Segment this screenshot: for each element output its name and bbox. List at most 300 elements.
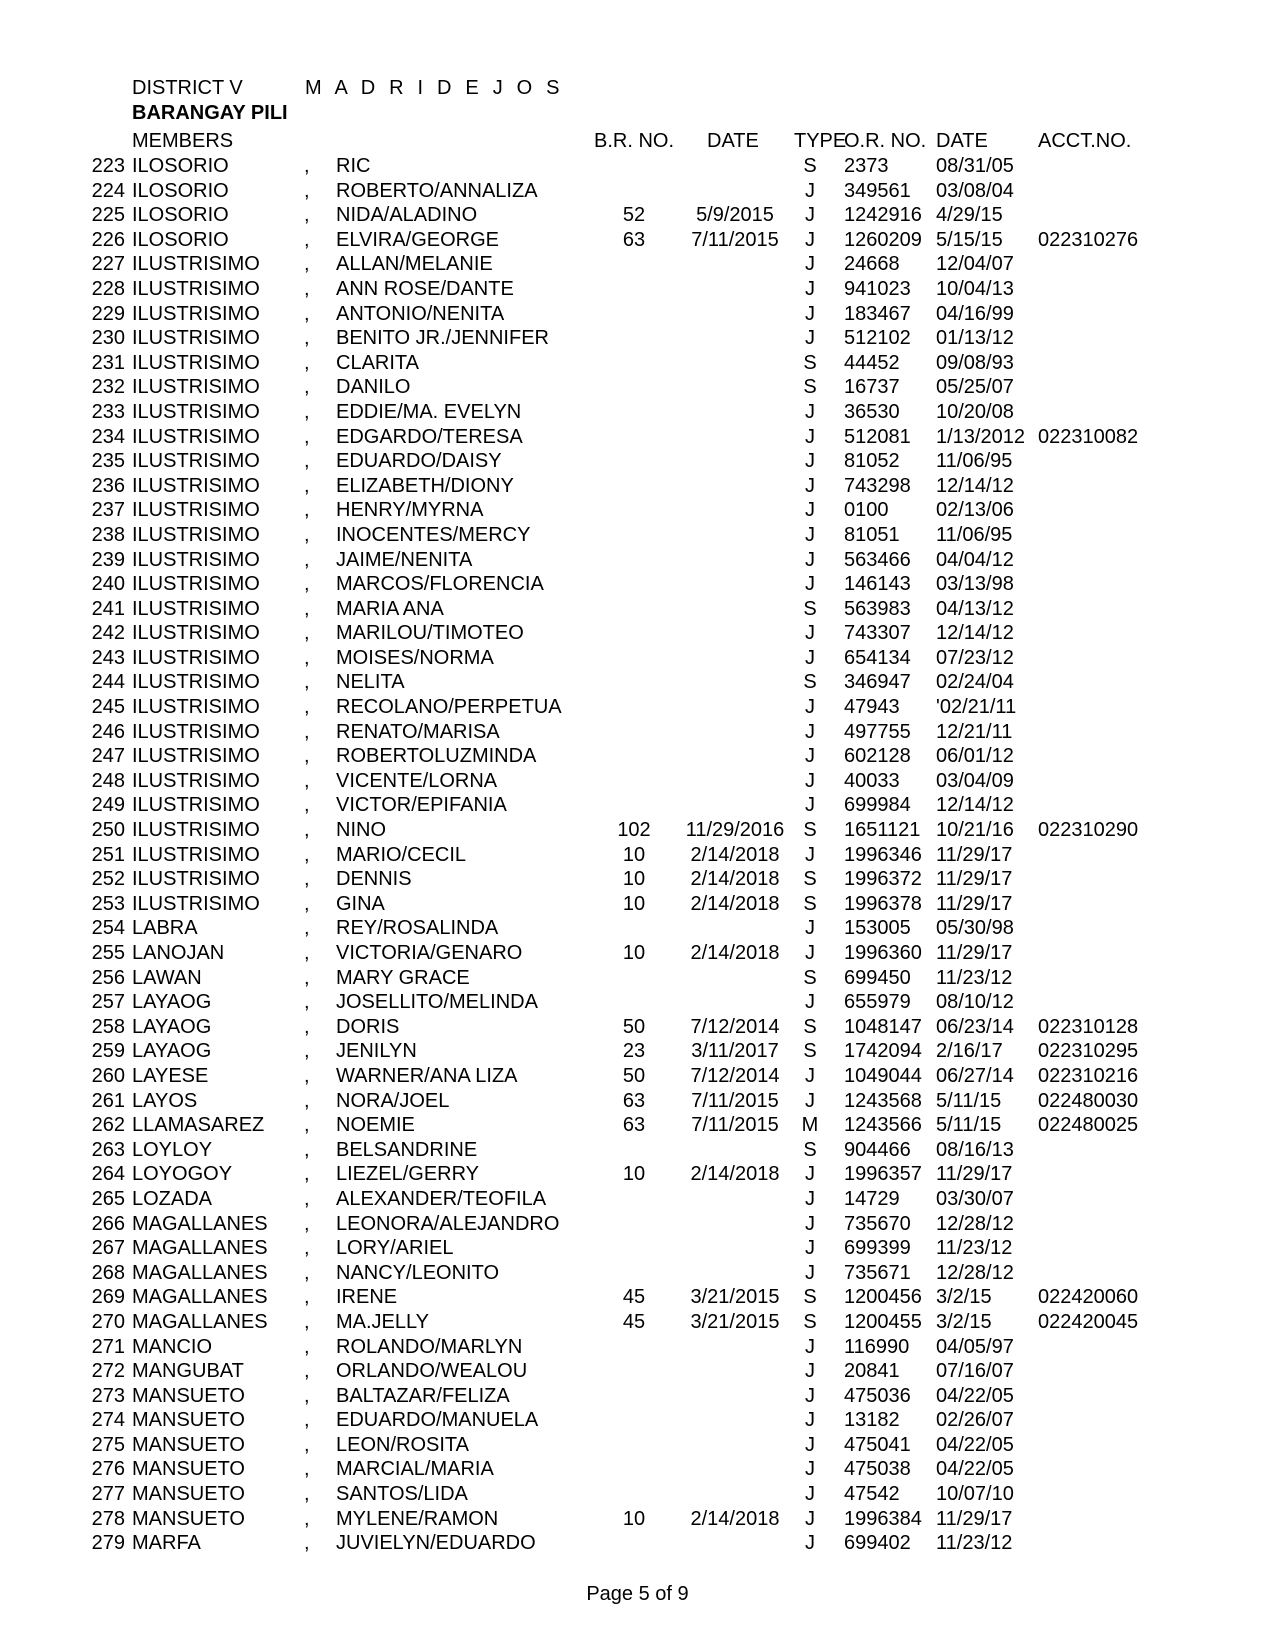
separator: , (304, 1360, 310, 1383)
given-names: NOEMIE (336, 1114, 415, 1137)
br-number: 10 (622, 892, 646, 915)
given-names: DANILO (336, 376, 411, 399)
membership-type: J (805, 991, 815, 1014)
surname: ILUSTRISIMO (132, 720, 260, 743)
br-date: 2/14/2018 (690, 1163, 780, 1186)
given-names: ANTONIO/NENITA (336, 302, 505, 325)
br-number: 52 (622, 204, 646, 227)
surname: MAGALLANES (132, 1237, 268, 1260)
surname: MANCIO (132, 1335, 212, 1358)
membership-type: J (805, 548, 815, 571)
separator: , (304, 646, 310, 669)
surname: MANSUETO (132, 1483, 245, 1506)
given-names: JAIME/NENITA (336, 548, 473, 571)
or-number: 1996384 (844, 1507, 922, 1530)
given-names: CLARITA (336, 351, 419, 374)
or-number: 654134 (844, 646, 911, 669)
separator: , (304, 351, 310, 374)
row-number: 272 (91, 1360, 125, 1383)
br-number: 50 (622, 1064, 646, 1087)
separator: , (304, 499, 310, 522)
table-row (0, 277, 1275, 302)
table-row (0, 1457, 1275, 1482)
account-number: 022480025 (1038, 1114, 1139, 1137)
or-number: 1048147 (844, 1015, 922, 1038)
or-number: 699450 (844, 966, 911, 989)
or-number: 1996372 (844, 868, 922, 891)
given-names: ROLANDO/MARLYN (336, 1335, 523, 1358)
or-date: 12/14/12 (936, 474, 1014, 497)
membership-type: J (805, 1507, 815, 1530)
membership-type: S (803, 1286, 817, 1309)
row-number: 253 (91, 892, 125, 915)
surname: LAWAN (132, 966, 202, 989)
or-date: 11/23/12 (936, 966, 1013, 989)
separator: , (304, 942, 310, 964)
or-number: 36530 (844, 400, 900, 423)
table-row (0, 720, 1275, 745)
surname: LAYAOG (132, 1015, 212, 1038)
given-names: ALLAN/MELANIE (336, 253, 493, 276)
or-date: 06/27/14 (936, 1064, 1014, 1087)
surname: ILOSORIO (132, 204, 229, 227)
separator: , (304, 966, 310, 989)
col-br-no: B.R. NO. (594, 130, 675, 152)
table-row (0, 1408, 1275, 1433)
given-names: ELIZABETH/DIONY (336, 474, 514, 497)
surname: MANSUETO (132, 1458, 245, 1481)
or-number: 47542 (844, 1483, 900, 1506)
or-number: 655979 (844, 991, 911, 1014)
separator: , (304, 1507, 310, 1530)
or-date: 11/29/17 (936, 1507, 1013, 1530)
surname: ILUSTRISIMO (132, 819, 260, 842)
separator: , (304, 450, 310, 473)
or-date: 11/06/95 (936, 523, 1013, 546)
membership-type: S (803, 892, 817, 915)
row-number: 249 (91, 794, 125, 817)
separator: , (304, 1089, 310, 1112)
given-names: EDUARDO/DAISY (336, 450, 502, 473)
account-number: 022310295 (1038, 1040, 1139, 1063)
or-date: 5/15/15 (936, 228, 1003, 251)
given-names: JENILYN (336, 1040, 417, 1063)
separator: , (304, 548, 310, 571)
table-row (0, 646, 1275, 671)
or-date: 04/04/12 (936, 548, 1014, 571)
surname: ILUSTRISIMO (132, 425, 260, 448)
table-row (0, 375, 1275, 400)
or-date: 12/28/12 (936, 1261, 1014, 1284)
or-number: 563466 (844, 548, 911, 571)
row-number: 248 (91, 769, 125, 792)
row-number: 265 (91, 1187, 125, 1210)
separator: , (304, 1261, 310, 1284)
membership-type: J (805, 696, 815, 719)
table-row (0, 425, 1275, 450)
row-number: 225 (91, 204, 125, 227)
given-names: REY/ROSALINDA (336, 917, 499, 940)
or-date: 10/07/10 (936, 1483, 1014, 1506)
surname: ILUSTRISIMO (132, 868, 260, 891)
or-date: 04/22/05 (936, 1384, 1014, 1407)
or-date: 4/29/15 (936, 204, 1003, 227)
row-number: 261 (91, 1089, 125, 1112)
membership-type: S (803, 1040, 817, 1063)
separator: , (304, 1310, 310, 1333)
or-date: 12/14/12 (936, 794, 1014, 817)
br-number: 102 (617, 819, 651, 842)
membership-type: J (805, 277, 815, 300)
surname: ILUSTRISIMO (132, 671, 260, 694)
row-number: 255 (91, 942, 125, 964)
or-number: 735670 (844, 1212, 911, 1235)
given-names: NINO (336, 819, 386, 842)
membership-type: J (805, 843, 815, 866)
membership-type: J (805, 720, 815, 743)
br-number: 63 (622, 1089, 646, 1112)
or-date: 11/06/95 (936, 450, 1013, 473)
or-date: 02/26/07 (936, 1409, 1014, 1432)
given-names: MARCOS/FLORENCIA (336, 573, 544, 596)
or-number: 81052 (844, 450, 900, 473)
surname: ILOSORIO (132, 155, 229, 177)
table-row (0, 990, 1275, 1015)
account-number: 022420045 (1038, 1310, 1139, 1333)
table-row (0, 548, 1275, 573)
given-names: ANN ROSE/DANTE (336, 277, 514, 300)
row-number: 268 (91, 1261, 125, 1284)
membership-type: S (803, 966, 817, 989)
separator: , (304, 745, 310, 768)
membership-type: J (805, 622, 815, 645)
membership-type: J (805, 1433, 815, 1456)
or-number: 346947 (844, 671, 911, 694)
row-number: 269 (91, 1286, 125, 1309)
membership-type: J (805, 1335, 815, 1358)
membership-type: J (805, 228, 815, 251)
or-date: 08/16/13 (936, 1138, 1014, 1161)
separator: , (304, 1483, 310, 1506)
or-number: 0100 (844, 499, 889, 522)
given-names: NELITA (336, 671, 405, 694)
membership-type: J (805, 646, 815, 669)
table-row (0, 1113, 1275, 1138)
or-date: 11/23/12 (936, 1237, 1013, 1260)
or-number: 743298 (844, 474, 911, 497)
or-date: 3/2/15 (936, 1286, 992, 1309)
row-number: 259 (91, 1040, 125, 1063)
table-row (0, 670, 1275, 695)
br-number: 45 (622, 1286, 646, 1309)
surname: LAYESE (132, 1064, 209, 1087)
separator: , (304, 425, 310, 448)
table-row (0, 400, 1275, 425)
br-number: 45 (622, 1310, 646, 1333)
or-date: 05/30/98 (936, 917, 1014, 940)
row-number: 223 (91, 155, 125, 177)
membership-type: J (805, 1360, 815, 1383)
surname: LOYOGOY (132, 1163, 233, 1186)
membership-type: J (805, 204, 815, 227)
separator: , (304, 228, 310, 251)
separator: , (304, 179, 310, 202)
br-date: 2/14/2018 (690, 892, 780, 915)
surname: ILOSORIO (132, 179, 229, 202)
district-label: DISTRICT V (132, 77, 243, 99)
table-row (0, 1187, 1275, 1212)
or-date: 3/2/15 (936, 1310, 992, 1333)
br-number: 10 (622, 868, 646, 891)
or-date: 07/23/12 (936, 646, 1014, 669)
table-row (0, 744, 1275, 769)
surname: LOZADA (132, 1187, 213, 1210)
br-date: 7/12/2014 (690, 1015, 780, 1038)
or-date: 12/04/07 (936, 253, 1014, 276)
membership-type: S (803, 1310, 817, 1333)
given-names: MARIO/CECIL (336, 843, 467, 866)
membership-type: J (805, 745, 815, 768)
or-number: 24668 (844, 253, 900, 276)
or-date: 04/22/05 (936, 1458, 1014, 1481)
separator: , (304, 622, 310, 645)
given-names: MA.JELLY (336, 1310, 429, 1333)
separator: , (304, 523, 310, 546)
or-date: 11/29/17 (936, 868, 1013, 891)
row-number: 271 (91, 1335, 125, 1358)
or-date: 11/29/17 (936, 1163, 1013, 1186)
given-names: DENNIS (336, 868, 412, 891)
members-table (0, 154, 1275, 1556)
or-date: 06/01/12 (936, 745, 1014, 768)
surname: ILUSTRISIMO (132, 499, 260, 522)
separator: , (304, 155, 310, 177)
br-date: 3/21/2015 (690, 1286, 780, 1309)
row-number: 264 (91, 1163, 125, 1186)
row-number: 234 (91, 425, 125, 448)
or-number: 1996346 (844, 843, 922, 866)
separator: , (304, 794, 310, 817)
surname: MAGALLANES (132, 1212, 268, 1235)
table-row (0, 1384, 1275, 1409)
row-number: 258 (91, 1015, 125, 1038)
row-number: 242 (91, 622, 125, 645)
surname: MAGALLANES (132, 1286, 268, 1309)
table-row (0, 1162, 1275, 1187)
table-row (0, 1236, 1275, 1261)
or-date: '02/21/11 (936, 696, 1017, 719)
or-date: 05/25/07 (936, 376, 1014, 399)
or-number: 153005 (844, 917, 911, 940)
given-names: ELVIRA/GEORGE (336, 228, 500, 251)
given-names: NIDA/ALADINO (336, 204, 478, 227)
membership-type: J (805, 1163, 815, 1186)
or-date: 12/28/12 (936, 1212, 1014, 1235)
or-number: 699984 (844, 794, 911, 817)
row-number: 237 (91, 499, 125, 522)
or-number: 1200456 (844, 1286, 922, 1309)
row-number: 278 (91, 1507, 125, 1530)
or-date: 04/16/99 (936, 302, 1014, 325)
br-date: 3/21/2015 (690, 1310, 780, 1333)
separator: , (304, 204, 310, 227)
separator: , (304, 1335, 310, 1358)
separator: , (304, 720, 310, 743)
br-date: 7/11/2015 (691, 1089, 779, 1112)
or-number: 735671 (844, 1261, 911, 1284)
membership-type: J (805, 499, 815, 522)
or-date: 09/08/93 (936, 351, 1014, 374)
given-names: IRENE (336, 1286, 398, 1309)
membership-type: J (805, 523, 815, 546)
separator: , (304, 474, 310, 497)
account-number: 022310216 (1038, 1064, 1139, 1087)
row-number: 263 (91, 1138, 125, 1161)
surname: LAYAOG (132, 1040, 212, 1063)
br-number: 63 (622, 228, 646, 251)
surname: ILUSTRISIMO (132, 794, 260, 817)
given-names: BENITO JR./JENNIFER (336, 327, 549, 350)
separator: , (304, 1187, 310, 1210)
table-row (0, 1138, 1275, 1163)
given-names: ALEXANDER/TEOFILA (336, 1187, 547, 1210)
or-date: 07/16/07 (936, 1360, 1014, 1383)
separator: , (304, 868, 310, 891)
surname: LAYAOG (132, 991, 212, 1014)
given-names: MARILOU/TIMOTEO (336, 622, 524, 645)
col-or-date: DATE (936, 130, 988, 152)
table-row (0, 1015, 1275, 1040)
separator: , (304, 327, 310, 350)
br-number: 10 (622, 1163, 646, 1186)
br-date: 2/14/2018 (690, 942, 780, 964)
surname: ILUSTRISIMO (132, 597, 260, 620)
row-number: 260 (91, 1064, 125, 1087)
br-date: 7/12/2014 (690, 1064, 780, 1087)
given-names: GINA (336, 892, 385, 915)
surname: ILUSTRISIMO (132, 253, 260, 276)
br-date: 3/11/2017 (691, 1040, 779, 1063)
br-number: 50 (622, 1015, 646, 1038)
row-number: 239 (91, 548, 125, 571)
membership-type: S (803, 155, 817, 177)
or-date: 03/13/98 (936, 573, 1014, 596)
membership-type: J (805, 1212, 815, 1235)
or-number: 1996357 (844, 1163, 922, 1186)
table-row (0, 228, 1275, 253)
or-date: 01/13/12 (936, 327, 1014, 350)
row-number: 254 (91, 917, 125, 940)
account-number: 022310290 (1038, 819, 1139, 842)
table-row (0, 818, 1275, 843)
given-names: INOCENTES/MERCY (336, 523, 531, 546)
membership-type: S (803, 597, 817, 620)
given-names: VICTORIA/GENARO (336, 942, 523, 964)
separator: , (304, 376, 310, 399)
or-number: 1996360 (844, 942, 922, 964)
br-number: 10 (622, 942, 646, 964)
given-names: MYLENE/RAMON (336, 1507, 499, 1530)
or-number: 1742094 (844, 1040, 922, 1063)
or-number: 743307 (844, 622, 911, 645)
membership-type: S (803, 351, 817, 374)
membership-type: J (805, 450, 815, 473)
or-number: 81051 (844, 523, 900, 546)
col-type: TYPE (794, 130, 847, 152)
surname: ILUSTRISIMO (132, 277, 260, 300)
given-names: MARCIAL/MARIA (336, 1458, 494, 1481)
surname: ILUSTRISIMO (132, 646, 260, 669)
row-number: 257 (91, 991, 125, 1014)
table-row (0, 498, 1275, 523)
surname: ILUSTRISIMO (132, 548, 260, 571)
table-row (0, 621, 1275, 646)
or-number: 1651121 (844, 819, 921, 842)
row-number: 243 (91, 646, 125, 669)
row-number: 252 (91, 868, 125, 891)
row-number: 227 (91, 253, 125, 276)
table-row (0, 941, 1275, 966)
or-number: 1243568 (844, 1089, 922, 1112)
or-date: 10/04/13 (936, 277, 1014, 300)
account-number: 022420060 (1038, 1286, 1139, 1309)
surname: ILUSTRISIMO (132, 892, 260, 915)
table-row (0, 1212, 1275, 1237)
or-number: 20841 (844, 1360, 900, 1383)
row-number: 230 (91, 327, 125, 350)
membership-type: S (803, 376, 817, 399)
given-names: LEON/ROSITA (336, 1433, 469, 1456)
table-row (0, 449, 1275, 474)
membership-type: J (805, 1384, 815, 1407)
or-number: 475036 (844, 1384, 911, 1407)
given-names: BALTAZAR/FELIZA (336, 1384, 510, 1407)
or-number: 349561 (844, 179, 911, 202)
surname: MANSUETO (132, 1507, 245, 1530)
given-names: ROBERTO/ANNALIZA (336, 179, 538, 202)
or-number: 1260209 (844, 228, 922, 251)
given-names: EDUARDO/MANUELA (336, 1409, 539, 1432)
or-number: 497755 (844, 720, 911, 743)
membership-type: S (803, 868, 817, 891)
table-row (0, 572, 1275, 597)
or-date: 02/13/06 (936, 499, 1014, 522)
separator: , (304, 819, 310, 842)
row-number: 251 (91, 843, 125, 866)
surname: ILUSTRISIMO (132, 474, 260, 497)
membership-type: J (805, 942, 815, 964)
surname: ILUSTRISIMO (132, 573, 260, 596)
table-row (0, 326, 1275, 351)
surname: ILUSTRISIMO (132, 302, 260, 325)
given-names: LIEZEL/GERRY (336, 1163, 480, 1186)
or-number: 602128 (844, 745, 911, 768)
surname: ILUSTRISIMO (132, 376, 260, 399)
barangay-title: BARANGAY PILI (132, 102, 288, 124)
table-row (0, 1531, 1275, 1556)
given-names: LORY/ARIEL (336, 1237, 454, 1260)
br-date: 7/11/2015 (691, 228, 779, 251)
separator: , (304, 1409, 310, 1432)
membership-type: J (805, 302, 815, 325)
membership-type: J (805, 253, 815, 276)
table-row (0, 966, 1275, 991)
row-number: 270 (91, 1310, 125, 1333)
membership-type: S (803, 671, 817, 694)
surname: LABRA (132, 917, 198, 940)
given-names: JUVIELYN/EDUARDO (336, 1532, 536, 1555)
separator: , (304, 277, 310, 300)
